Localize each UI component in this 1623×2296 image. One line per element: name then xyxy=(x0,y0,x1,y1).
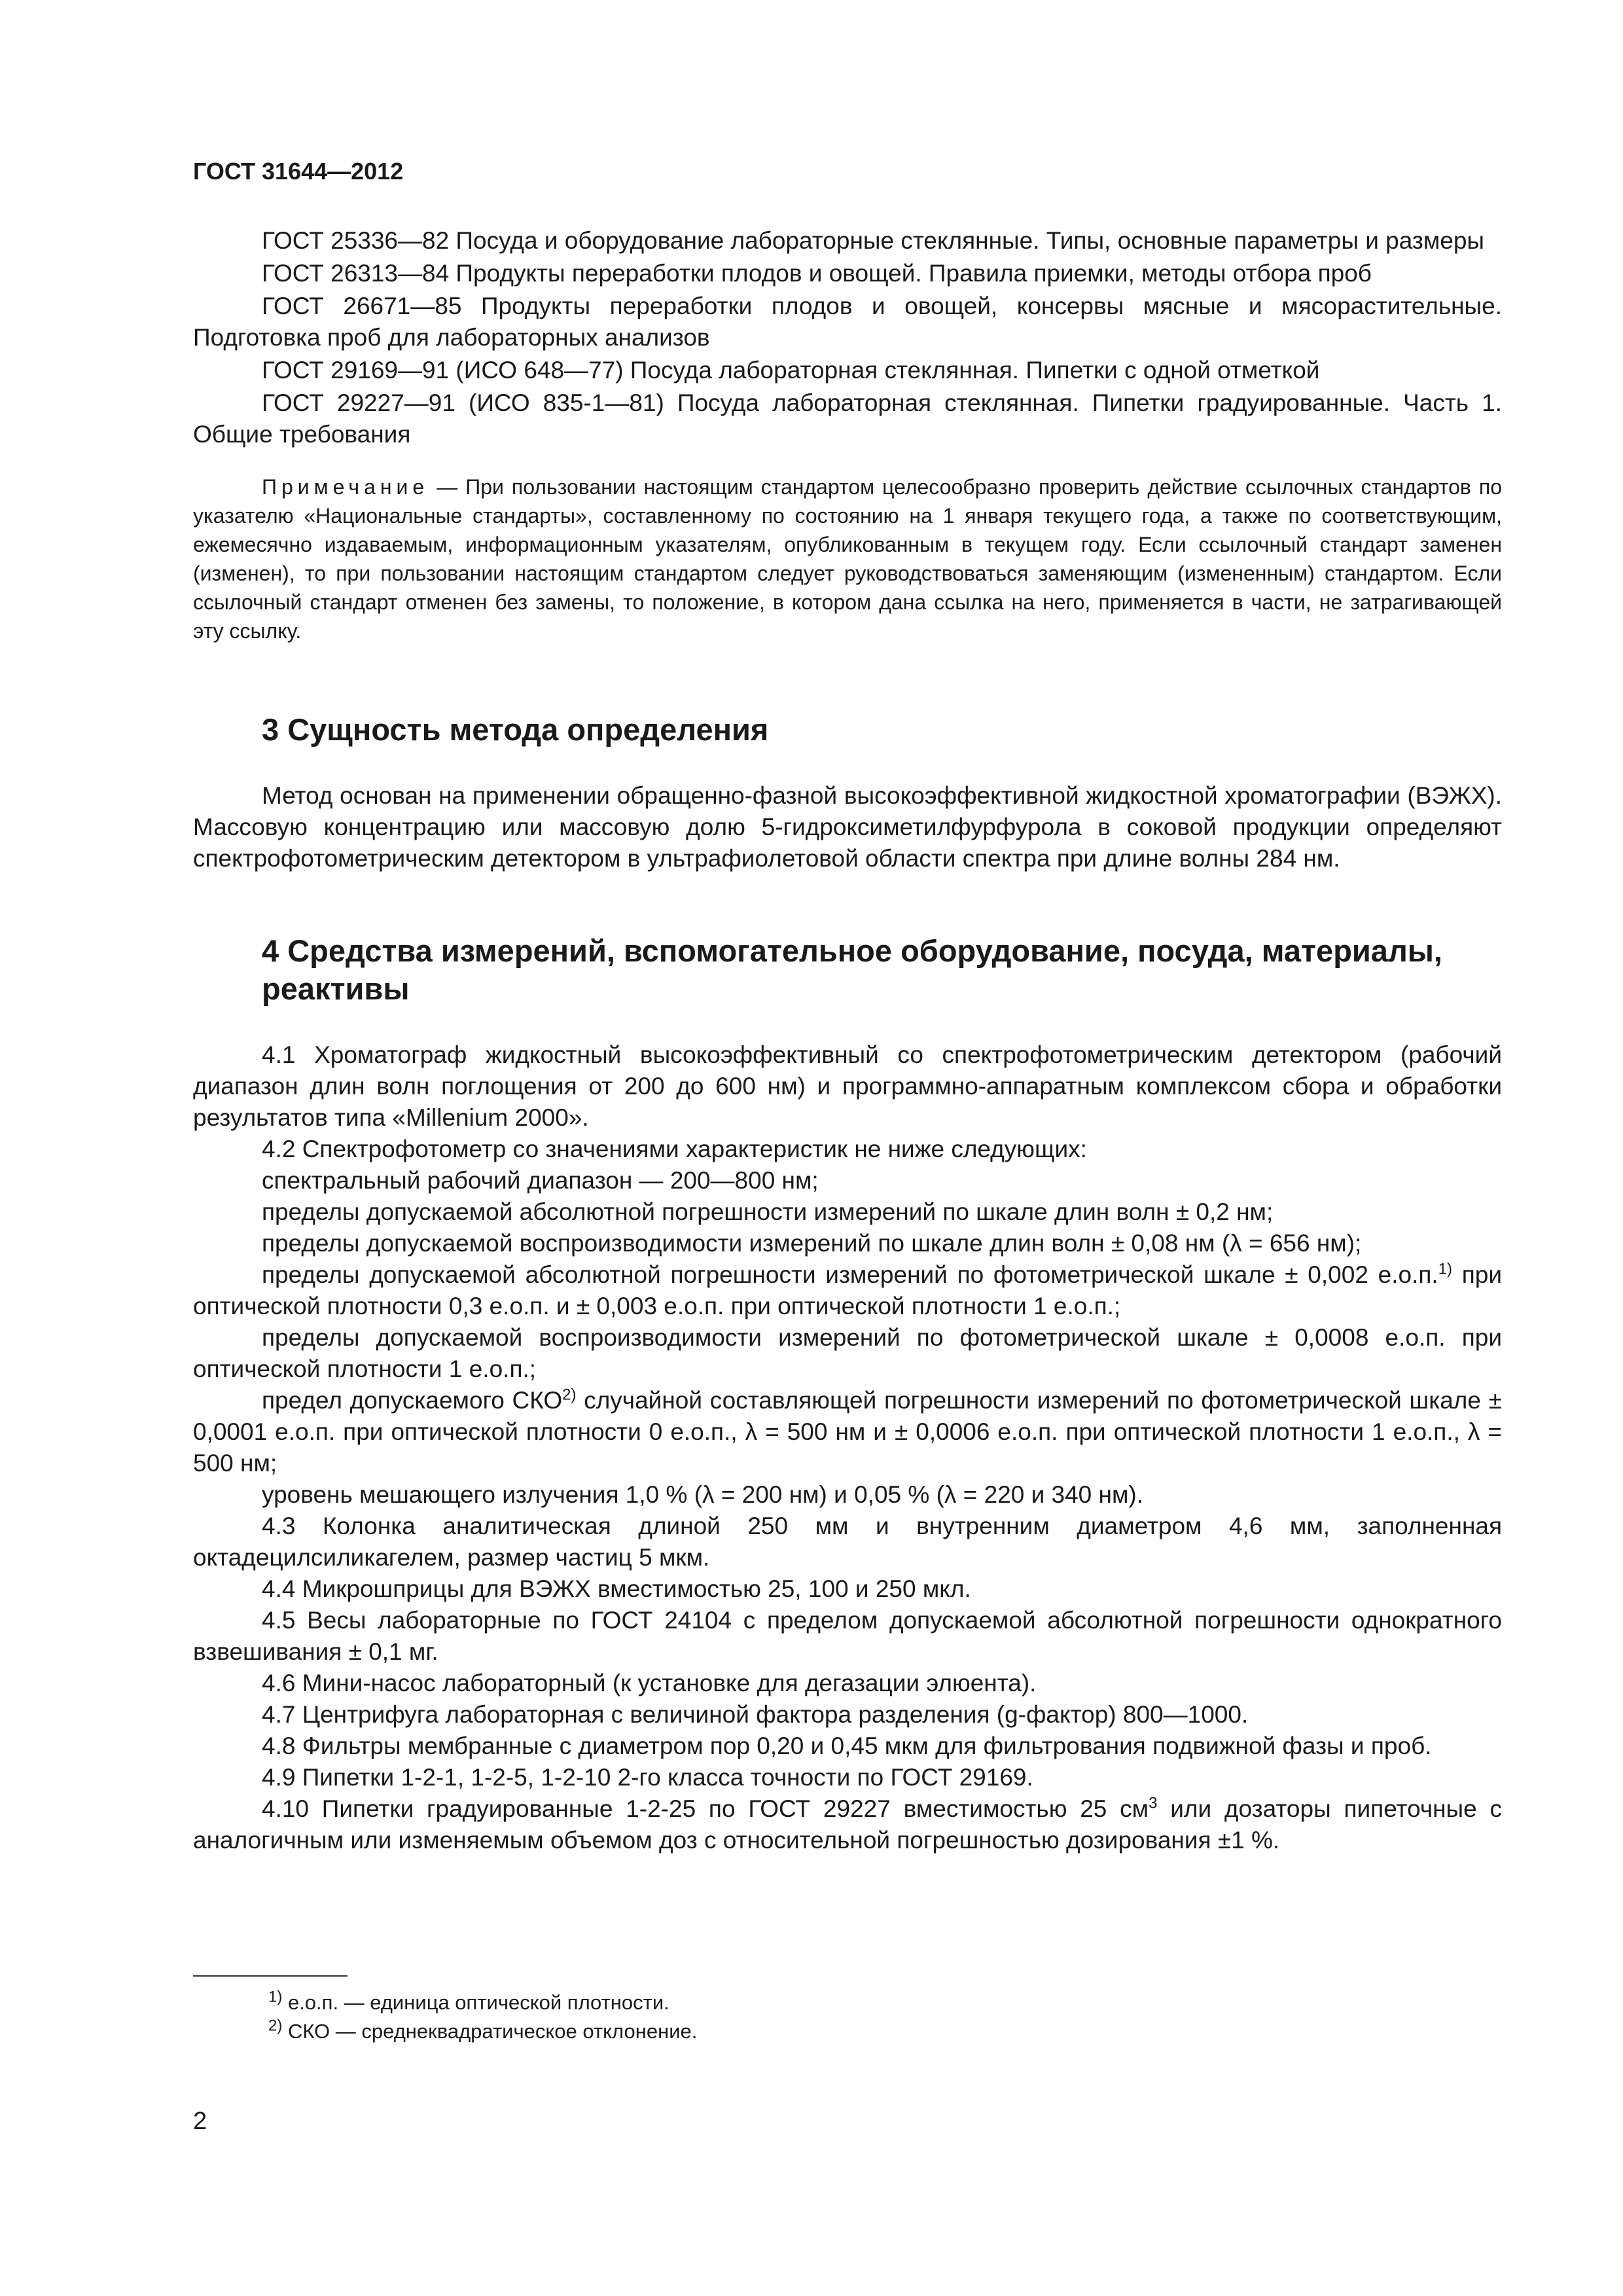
normative-reference: ГОСТ 26671—85 Продукты переработки плодов и овощей, консервы мясные и мясорастительные. Подготовка проб для лабораторных анализов xyxy=(193,293,1502,351)
footnote-mark: 2) xyxy=(268,2017,283,2035)
footnote xyxy=(193,1988,1502,2017)
clause-text: 4.10 Пипетки градуированные 1-2-25 по ГОСТ 29227 вместимостью 25 см xyxy=(262,1795,1149,1822)
clause-4-4: 4.4 Микрошприцы для ВЭЖХ вместимостью 25, 100 и 250 мкл. xyxy=(262,1575,971,1602)
clause-4-2-item: спектральный рабочий диапазон — 200—800 нм; xyxy=(262,1167,819,1194)
clause-text: предел допускаемого СКО xyxy=(262,1387,563,1414)
clause-text: или дозаторы пипеточные с аналогичным или изменяемым объемом доз с относительной погрешностью дозирования ±1 %. xyxy=(193,1795,1502,1854)
normative-reference: ГОСТ 25336—82 Посуда и оборудование лабораторные стеклянные. Типы, основные параметры и размеры xyxy=(262,227,1485,254)
footnote-text: е.о.п. — единица оптической плотности. xyxy=(282,1991,669,2014)
page-header: ГОСТ 31644—2012 xyxy=(193,158,404,185)
footnote xyxy=(193,2017,1502,2046)
section-4-heading: 4 Средства измерений, вспомогательное оборудование, посуда, материалы, реактивы xyxy=(262,933,1442,1006)
page-number: 2 xyxy=(193,2108,207,2135)
normative-reference: ГОСТ 29227—91 (ИСО 835-1—81) Посуда лабораторная стеклянная. Пипетки градуированные. Часть 1. Общие требования xyxy=(193,389,1502,448)
footnote-mark: 1) xyxy=(268,1988,283,2006)
clause-4-2-item: пределы допускаемой воспроизводимости измерений по фотометрической шкале ± 0,0008 е.о.п. при оптической плотности 1 е.о.п.; xyxy=(193,1324,1502,1382)
clause-text: при оптической плотности 0,3 е.о.п. и ± 0,003 е.о.п. при оптической плотности 1 е.о.п.; xyxy=(193,1261,1503,1319)
normative-reference: ГОСТ 26313—84 Продукты переработки плодов и овощей. Правила приемки, методы отбора проб xyxy=(262,260,1372,287)
clause-4-2-item: пределы допускаемой воспроизводимости измерений по шкале длин волн ± 0,08 нм (λ = 656 нм); xyxy=(262,1230,1362,1257)
clause-4-2-item: пределы допускаемой абсолютной погрешности измерений по шкале длин волн ± 0,2 нм; xyxy=(262,1198,1274,1225)
section-3-heading: 3 Сущность метода определения xyxy=(262,712,769,747)
page-content xyxy=(193,157,1502,1856)
clause-4-2-item xyxy=(193,1385,1502,1479)
note-paragraph xyxy=(193,473,1502,645)
clause-4-10 xyxy=(193,1793,1502,1856)
clause-4-2: 4.2 Спектрофотометр со значениями характеристик не ниже следующих: xyxy=(262,1136,1087,1162)
clause-4-3: 4.3 Колонка аналитическая длиной 250 мм и внутренним диаметром 4,6 мм, заполненная октадецилсиликагелем, размер частиц 5 мкм. xyxy=(193,1513,1502,1571)
clause-4-2-item: уровень мешающего излучения 1,0 % (λ = 200 нм) и 0,05 % (λ = 220 и 340 нм). xyxy=(262,1481,1144,1508)
footnote-ref: 2) xyxy=(562,1386,577,1404)
superscript-3: 3 xyxy=(1149,1794,1158,1812)
clause-4-6: 4.6 Мини-насос лабораторный (к установке для дегазации элюента). xyxy=(262,1670,1037,1696)
clause-4-5: 4.5 Весы лабораторные по ГОСТ 24104 с пределом допускаемой абсолютной погрешности однократного взвешивания ± 0,1 мг. xyxy=(193,1607,1502,1665)
note-text: — При пользовании настоящим стандартом целесообразно проверить действие ссылочных стандартов по указателю «Национальные стандарты», составленному по состоянию на 1 января текущего года, а также по соответствующим, ежемесячно издаваемым, информационным указателям, опубликованным в текущем году. Если ссылочный стандарт заменен (изменен), то при пользовании настоящим стандартом следует руководствоваться заменяющим (измененным) стандартом. Если ссылочный стандарт отменен без замены, то положение, в котором дана ссылка на него, применяется в части, не затрагивающей эту ссылку. xyxy=(193,475,1502,643)
clause-text: пределы допускаемой абсолютной погрешности измерений по фотометрической шкале ± 0,002 е.о.п. xyxy=(262,1261,1438,1288)
clause-4-9: 4.9 Пипетки 1-2-1, 1-2-5, 1-2-10 2-го класса точности по ГОСТ 29169. xyxy=(262,1764,1033,1791)
normative-reference: ГОСТ 29169—91 (ИСО 648—77) Посуда лабораторная стеклянная. Пипетки с одной отметкой xyxy=(262,357,1320,384)
footnotes xyxy=(193,1975,1502,2046)
clause-text: случайной составляющей погрешности измерений по фотометрической шкале ± 0,0001 е.о.п. при оптической плотности 0 е.о.п., λ = 500 нм и ± 0,0006 е.о.п. при оптической плотности 1 е.о.п., λ = 500 нм; xyxy=(193,1387,1502,1477)
clause-4-7: 4.7 Центрифуга лабораторная с величиной фактора разделения (g-фактор) 800—1000. xyxy=(262,1701,1249,1728)
clause-4-2-item xyxy=(193,1259,1502,1322)
section-3-text: Метод основан на применении обращенно-фазной высокоэффективной жидкостной хроматографии (ВЭЖХ). Массовую концентрацию или массовую долю 5-гидроксиметилфурфурола в соковой продукции определяют спектрофотометрическим детектором в ультрафиолетовой области спектра при длине волны 284 нм. xyxy=(193,782,1502,872)
footnote-text: СКО — среднеквадратическое отклонение. xyxy=(282,2020,698,2043)
clause-4-8: 4.8 Фильтры мембранные с диаметром пор 0,20 и 0,45 мкм для фильтрования подвижной фазы и проб. xyxy=(262,1732,1432,1759)
footnote-ref: 1) xyxy=(1438,1260,1452,1278)
footnote-divider xyxy=(193,1975,348,1977)
clause-4-1: 4.1 Хроматограф жидкостный высокоэффективный со спектрофотометрическим детектором (рабочий диапазон длин волн поглощения от 200 до 600 нм) и программно-аппаратным комплексом сбора и обработки результатов типа «Millenium 2000». xyxy=(193,1041,1502,1131)
note-label: Примечание xyxy=(262,475,429,499)
